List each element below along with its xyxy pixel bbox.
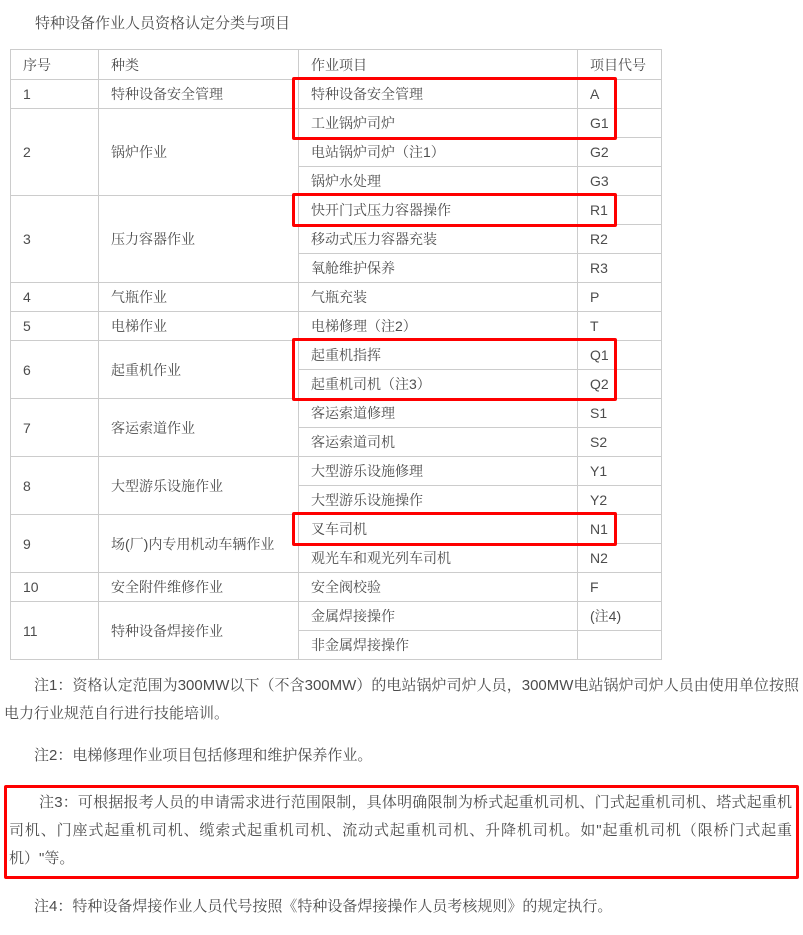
table-row [11, 457, 662, 486]
cell-project: 安全阀校验 [299, 573, 578, 602]
cell-serial: 3 [11, 196, 99, 283]
table-row [11, 399, 662, 428]
cell-code: G2 [578, 138, 662, 167]
cell-code: Y1 [578, 457, 662, 486]
cell-category: 电梯作业 [99, 312, 299, 341]
cell-code: Q2 [578, 370, 662, 399]
table-row [11, 80, 662, 109]
cell-project: 快开门式压力容器操作 [299, 196, 578, 225]
cell-serial: 10 [11, 573, 99, 602]
cell-project: 气瓶充装 [299, 283, 578, 312]
column-header-2: 种类 [99, 50, 299, 80]
note-3-highlighted: 注3：可根据报考人员的申请需求进行范围限制，具体明确限制为桥式起重机司机、门式起重机司机、塔式起重机司机、门座式起重机司机、缆索式起重机司机、流动式起重机司机、升降机司机。如"起重机司机（限桥门式起重机）"等。 [4, 785, 799, 879]
cell-code: G3 [578, 167, 662, 196]
cell-code: R3 [578, 254, 662, 283]
table-row [11, 515, 662, 544]
cell-code: T [578, 312, 662, 341]
cell-category: 压力容器作业 [99, 196, 299, 283]
cell-serial: 5 [11, 312, 99, 341]
column-header-1: 序号 [11, 50, 99, 80]
cell-serial: 4 [11, 283, 99, 312]
cell-project: 起重机司机（注3） [299, 370, 578, 399]
cell-project: 大型游乐设施操作 [299, 486, 578, 515]
cell-project: 工业锅炉司炉 [299, 109, 578, 138]
cell-code: S1 [578, 399, 662, 428]
cell-category: 特种设备安全管理 [99, 80, 299, 109]
page-title: 特种设备作业人员资格认定分类与项目 [35, 15, 291, 32]
cell-serial: 9 [11, 515, 99, 573]
cell-project: 客运索道修理 [299, 399, 578, 428]
cell-project: 特种设备安全管理 [299, 80, 578, 109]
cell-code: Q1 [578, 341, 662, 370]
cell-category: 特种设备焊接作业 [99, 602, 299, 660]
header-row [11, 50, 662, 80]
cell-category: 客运索道作业 [99, 399, 299, 457]
column-header-4: 项目代号 [578, 50, 662, 80]
cell-project: 大型游乐设施修理 [299, 457, 578, 486]
cell-project: 观光车和观光列车司机 [299, 544, 578, 573]
cell-project: 叉车司机 [299, 515, 578, 544]
cell-project: 移动式压力容器充装 [299, 225, 578, 254]
cell-serial: 8 [11, 457, 99, 515]
cell-code: R1 [578, 196, 662, 225]
cell-category: 安全附件维修作业 [99, 573, 299, 602]
note-1: 注1：资格认定范围为300MW以下（不含300MW）的电站锅炉司炉人员，300MW电站锅炉司炉人员由使用单位按照电力行业规范自行进行技能培训。 [4, 677, 799, 722]
cell-project: 锅炉水处理 [299, 167, 578, 196]
cell-category: 起重机作业 [99, 341, 299, 399]
cell-code: Y2 [578, 486, 662, 515]
cell-serial: 1 [11, 80, 99, 109]
cell-project: 氧舱维护保养 [299, 254, 578, 283]
cell-category: 锅炉作业 [99, 109, 299, 196]
cell-serial: 7 [11, 399, 99, 457]
cell-serial: 11 [11, 602, 99, 660]
cell-code: (注4) [578, 602, 662, 631]
table-row [11, 196, 662, 225]
notes-section [4, 672, 799, 921]
cell-project: 电梯修理（注2） [299, 312, 578, 341]
cell-category: 气瓶作业 [99, 283, 299, 312]
note-4: 注4：特种设备焊接作业人员代号按照《特种设备焊接操作人员考核规则》的规定执行。 [34, 898, 613, 915]
cell-project: 客运索道司机 [299, 428, 578, 457]
table-row [11, 573, 662, 602]
table-row [11, 341, 662, 370]
cell-code: R2 [578, 225, 662, 254]
table-row [11, 283, 662, 312]
cell-category: 场(厂)内专用机动车辆作业 [99, 515, 299, 573]
cell-code: N1 [578, 515, 662, 544]
cell-code [578, 631, 662, 660]
note-2: 注2：电梯修理作业项目包括修理和维护保养作业。 [34, 747, 373, 764]
cell-project: 电站锅炉司炉（注1） [299, 138, 578, 167]
cell-code: P [578, 283, 662, 312]
cell-serial: 6 [11, 341, 99, 399]
cell-serial: 2 [11, 109, 99, 196]
cell-code: G1 [578, 109, 662, 138]
column-header-3: 作业项目 [299, 50, 578, 80]
cell-code: N2 [578, 544, 662, 573]
cell-project: 非金属焊接操作 [299, 631, 578, 660]
qualification-table [10, 49, 662, 660]
cell-project: 金属焊接操作 [299, 602, 578, 631]
cell-code: S2 [578, 428, 662, 457]
cell-code: F [578, 573, 662, 602]
table-row [11, 602, 662, 631]
cell-code: A [578, 80, 662, 109]
cell-project: 起重机指挥 [299, 341, 578, 370]
table-body [11, 80, 662, 660]
cell-category: 大型游乐设施作业 [99, 457, 299, 515]
table-row [11, 109, 662, 138]
table-header [11, 50, 662, 80]
table-row [11, 312, 662, 341]
table-container [10, 49, 661, 660]
